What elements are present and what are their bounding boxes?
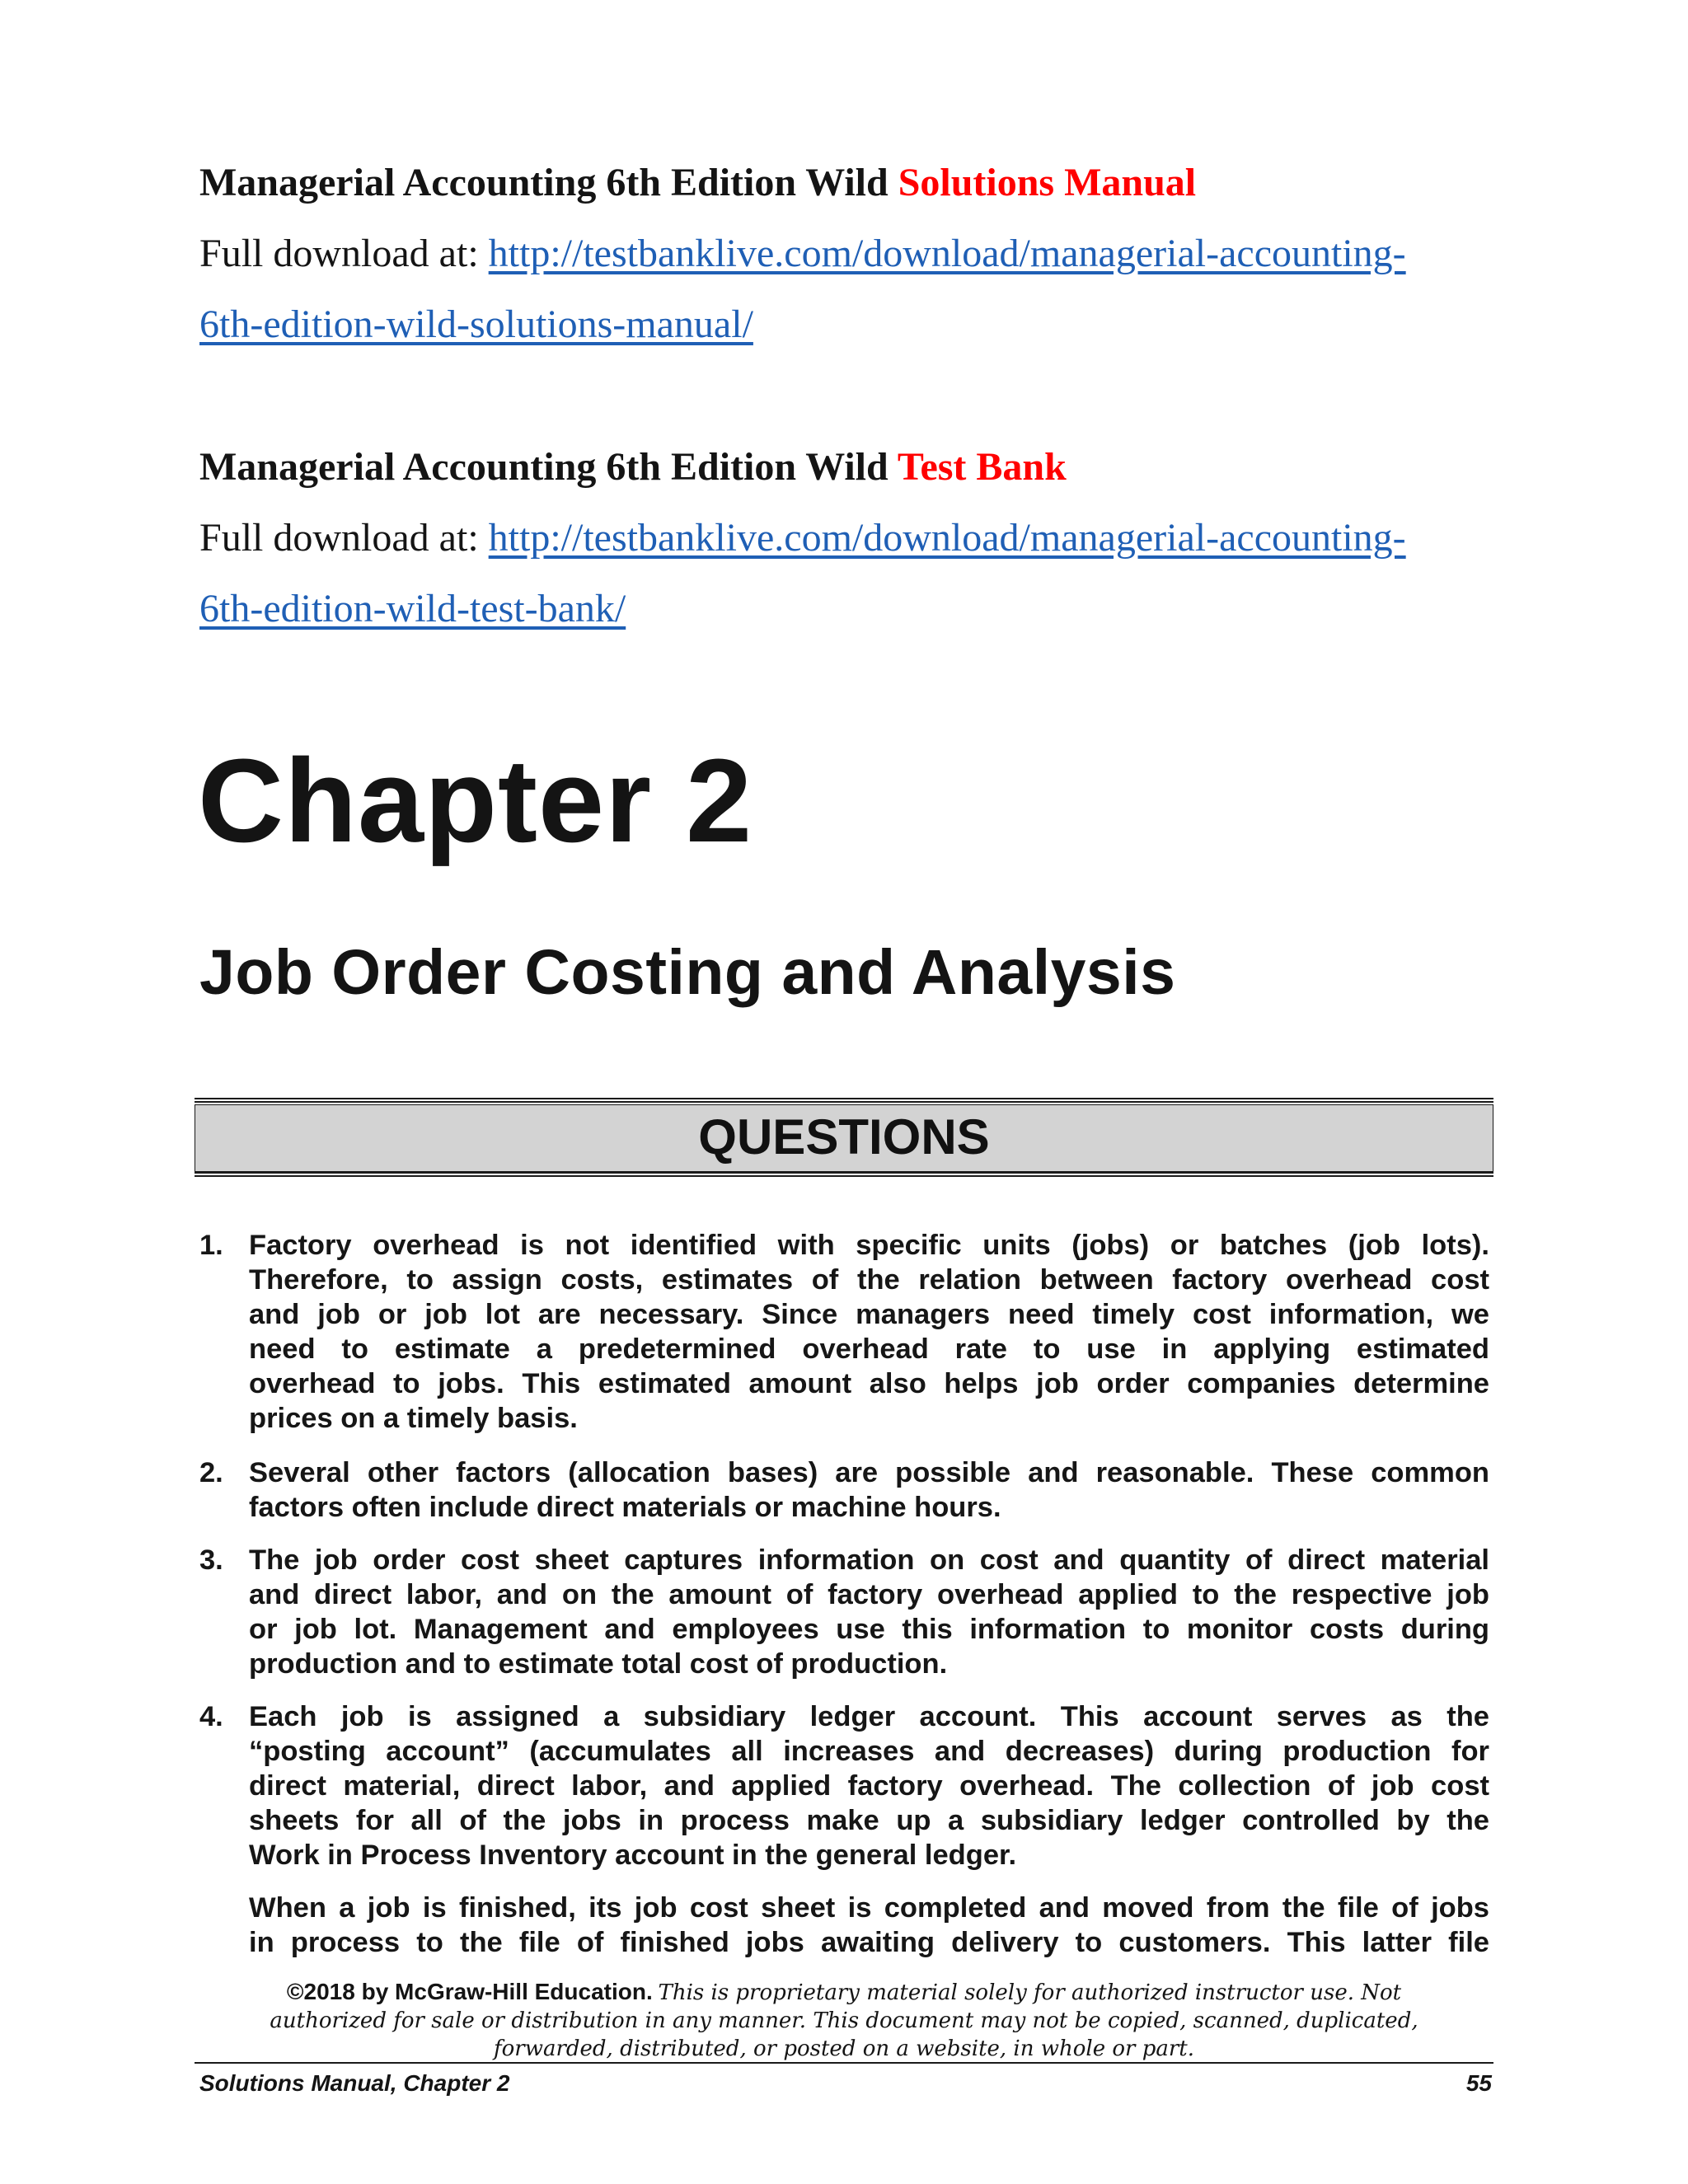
notice-text: authorized for sale or distribution in any manner. This document may not be copied, scanned, duplicated, — [270, 2008, 1418, 2033]
notice-text: forwarded, distributed, or posted on a website, in whole or part. — [493, 2036, 1195, 2061]
chapter-subtitle: Job Order Costing and Analysis — [199, 937, 1176, 1008]
text-line: factors often include direct materials or machine hours. — [249, 1492, 1001, 1523]
top-rule — [195, 1098, 1493, 1099]
question-number: 1. — [199, 1230, 223, 1261]
top-rule-inner — [195, 1101, 1493, 1103]
download-line — [199, 518, 1406, 558]
test-bank-promo — [199, 445, 1502, 630]
promo-title-text: Managerial Accounting 6th Edition Wild — [199, 161, 889, 204]
solutions-manual-promo — [199, 161, 1502, 346]
section-heading: QUESTIONS — [698, 1109, 990, 1165]
solutions-manual-link-continued[interactable]: 6th-edition-wild-solutions-manual/ — [199, 302, 753, 346]
text-line: and job or job lot are necessary. Since managers need timely cost information, we — [249, 1299, 1489, 1330]
text-line: Each job is assigned a subsidiary ledger account. This account serves as the — [249, 1701, 1489, 1732]
text-line: Work in Process Inventory account in the general ledger. — [249, 1840, 1017, 1871]
text-line: direct material, direct labor, and applied factory overhead. The collection of job cost — [249, 1770, 1489, 1802]
download-line-continued — [199, 589, 626, 629]
page-number: 55 — [1465, 2070, 1492, 2096]
question-text — [249, 1699, 1489, 1872]
text-line: and direct labor, and on the amount of factory overhead applied to the respective job — [249, 1579, 1489, 1610]
promo-title — [199, 163, 1502, 203]
text-line: prices on a timely basis. — [249, 1403, 578, 1434]
download-label: Full download at: — [199, 232, 479, 275]
question-text — [249, 1543, 1489, 1681]
text-line: sheets for all of the jobs in process make up a subsidiary ledger controlled by the — [249, 1805, 1489, 1836]
download-label: Full download at: — [199, 516, 479, 560]
notice-text: This is proprietary material solely for authorized instructor use. Not — [658, 1980, 1402, 2005]
text-line: in process to the file of finished jobs awaiting delivery to customers. This latter file — [249, 1927, 1489, 1958]
text-line: “posting account” (accumulates all increases and decreases) during production for — [249, 1736, 1489, 1767]
text-line: The job order cost sheet captures information on cost and quantity of direct material — [249, 1544, 1489, 1576]
test-bank-link[interactable]: http://testbanklive.com/download/managerial-accounting- — [488, 516, 1406, 560]
question-number: 4. — [199, 1701, 223, 1732]
text-line: When a job is finished, its job cost sheet is completed and moved from the file of jobs — [249, 1892, 1489, 1924]
questions-section-header — [195, 1098, 1493, 1177]
question-number: 3. — [199, 1544, 223, 1576]
text-line: overhead to jobs. This estimated amount also helps job order companies determine — [249, 1368, 1489, 1399]
copyright-text: ©2018 by McGraw-Hill Education. — [286, 1979, 653, 2004]
running-footer: Solutions Manual, Chapter 2 — [199, 2070, 510, 2096]
copyright-notice — [195, 1978, 1493, 2063]
promo-title — [199, 445, 1502, 489]
promo-title-highlight: Test Bank — [897, 445, 1067, 489]
question-text — [249, 1228, 1489, 1436]
text-line: production and to estimate total cost of production. — [249, 1648, 948, 1680]
bottom-rule-inner — [195, 1172, 1493, 1174]
question-text — [249, 1891, 1489, 1960]
footer-rule — [195, 2062, 1493, 2064]
download-line — [199, 234, 1406, 274]
bottom-rule — [195, 1175, 1493, 1177]
solutions-manual-link[interactable]: http://testbanklive.com/download/managerial-accounting- — [488, 232, 1406, 275]
download-line-continued — [199, 302, 753, 346]
text-line: or job lot. Management and employees use this information to monitor costs during — [249, 1614, 1489, 1645]
promo-title-text: Managerial Accounting 6th Edition Wild — [199, 445, 889, 489]
text-line: Several other factors (allocation bases) are possible and reasonable. These common — [249, 1457, 1489, 1488]
question-number: 2. — [199, 1457, 223, 1488]
promo-title-highlight: Solutions Manual — [898, 161, 1197, 204]
test-bank-link-continued[interactable]: 6th-edition-wild-test-bank/ — [199, 587, 626, 630]
text-line: Factory overhead is not identified with specific units (jobs) or batches (job lots). — [249, 1230, 1489, 1261]
text-line: Therefore, to assign costs, estimates of the relation between factory overhead cost — [249, 1264, 1489, 1296]
chapter-title: Chapter 2 — [198, 734, 753, 867]
text-line: need to estimate a predetermined overhead rate to use in applying estimated — [249, 1333, 1489, 1365]
question-text — [249, 1455, 1489, 1525]
